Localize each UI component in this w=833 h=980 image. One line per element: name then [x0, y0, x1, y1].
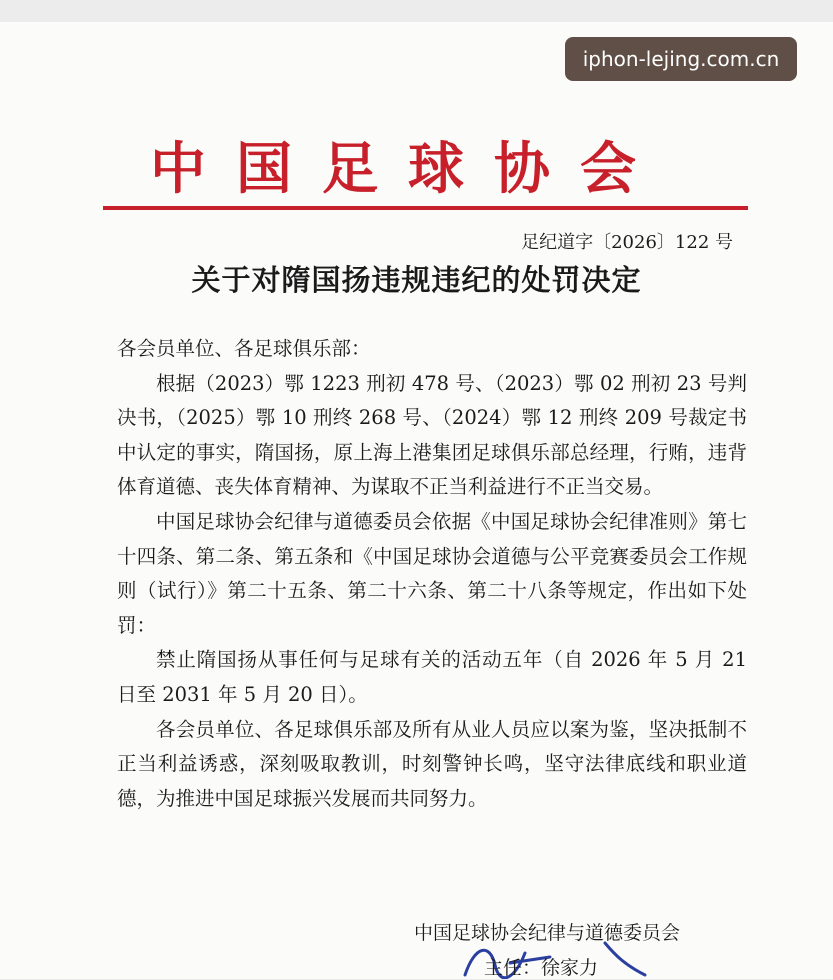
paragraph-facts: 根据（2023）鄂 1223 刑初 478 号、（2023）鄂 02 刑初 23 号判决书，（2025）鄂 10 刑终 268 号、（2024）鄂 12 刑终 209 号裁定书中认定的事实，隋国扬，原上海上港集团足球俱乐部总经理，行贿，违背体育道德、丧失体育精神、为谋取不正当利益进行不正当交易。: [117, 371, 747, 499]
watermark-badge: iphon-lejing.com.cn: [565, 37, 797, 81]
committee-director: 主任：徐家力: [484, 957, 599, 979]
paragraph-penalty: 禁止隋国扬从事任何与足球有关的活动五年（自 2026 年 5 月 21 日至 2031 年 5 月 20 日）。: [117, 648, 747, 706]
signing-committee: 中国足球协会纪律与道德委员会: [414, 922, 681, 944]
salutation: 各会员单位、各足球俱乐部：: [117, 337, 371, 360]
letterhead-divider: [103, 206, 748, 210]
organization-letterhead: 中国足球协会: [150, 136, 666, 202]
document-body: [117, 332, 747, 816]
paragraph-basis: 中国足球协会纪律与道德委员会依据《中国足球协会纪律准则》第七十四条、第二条、第五条和《中国足球协会道德与公平竞赛委员会工作规则（试行）》第二十五条、第二十六条、第二十八条等规定，作出如下处罚：: [117, 509, 747, 637]
document-number: 足纪道字〔2026〕122 号: [521, 232, 733, 253]
top-strip: [0, 0, 833, 22]
paragraph-warning: 各会员单位、各足球俱乐部及所有从业人员应以案为鉴，坚决抵制不正当利益诱惑，深刻吸取教训，时刻警钟长鸣，坚守法律底线和职业道德，为推进中国足球振兴发展而共同努力。: [117, 717, 747, 810]
document-title: 关于对隋国扬违规违纪的处罚决定: [191, 263, 642, 297]
